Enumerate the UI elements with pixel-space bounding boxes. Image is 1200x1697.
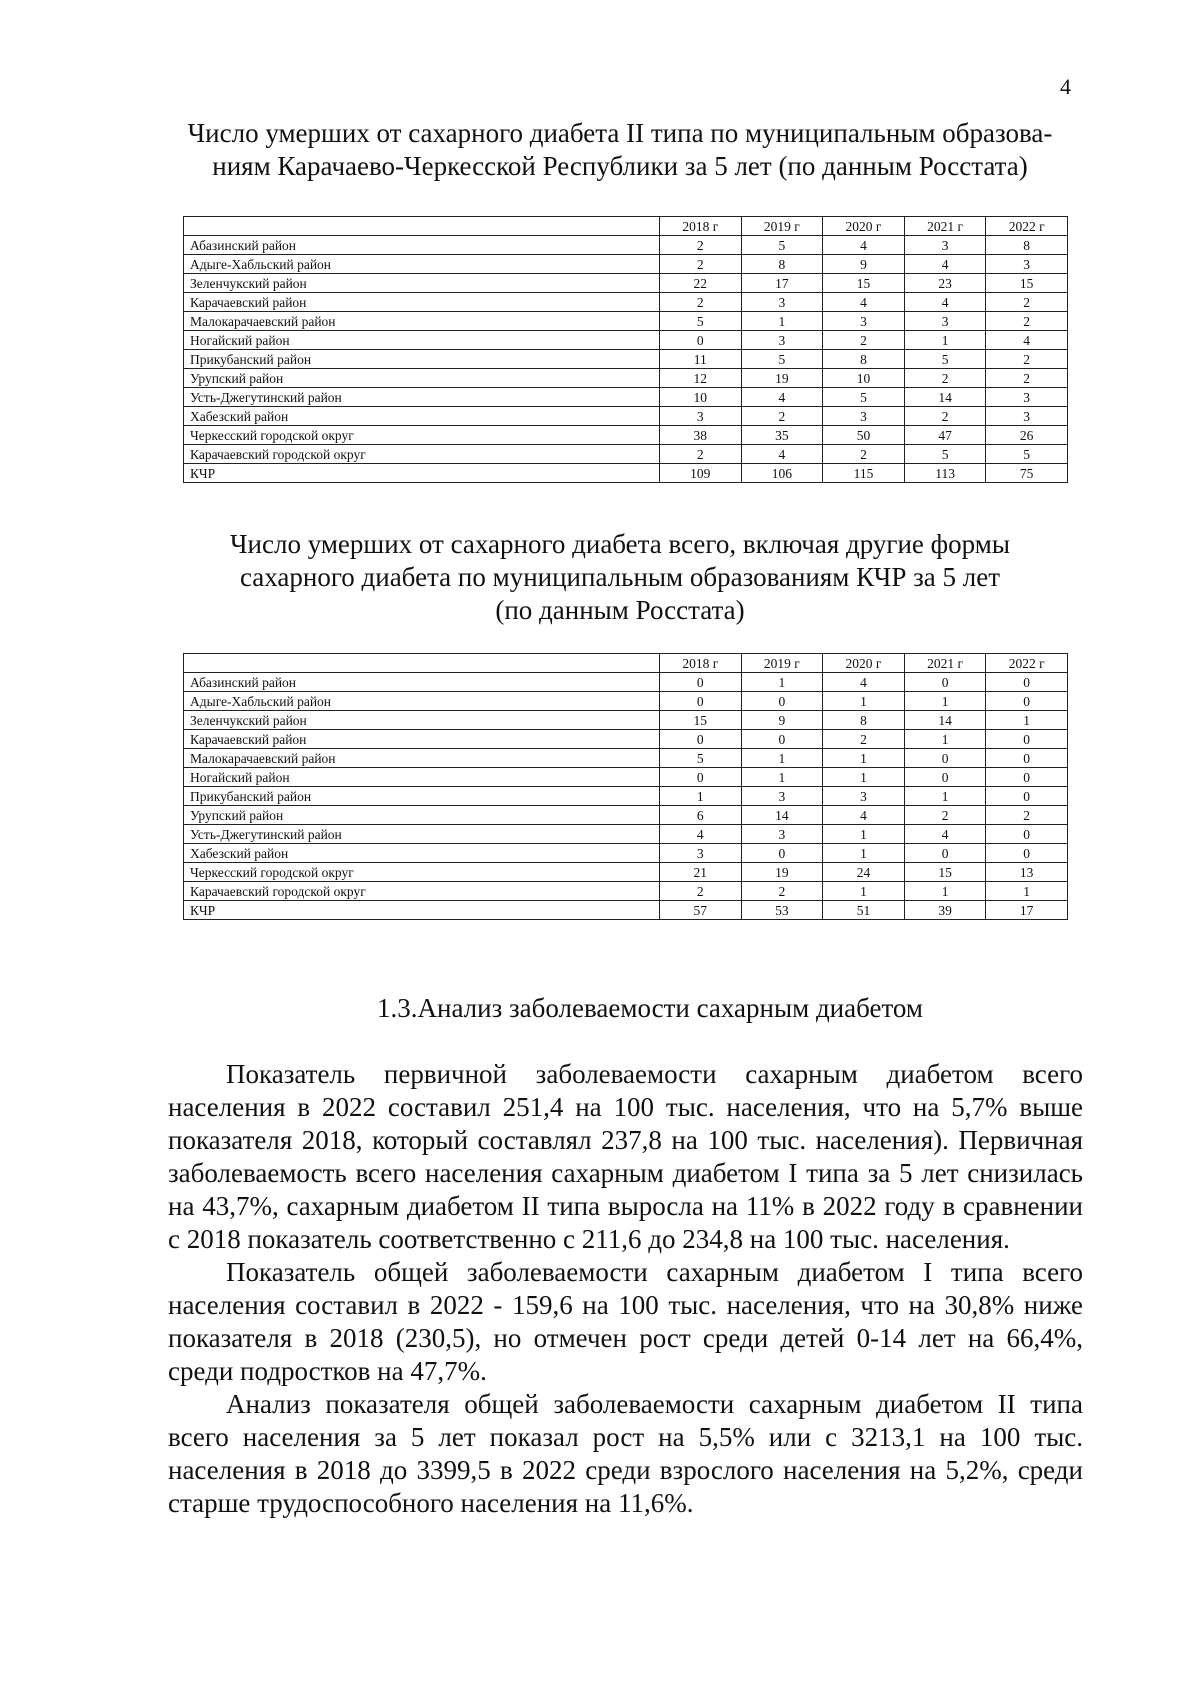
cell-value: 5: [904, 350, 986, 369]
cell-value: 3: [823, 312, 905, 331]
cell-value: 38: [660, 426, 742, 445]
cell-value: 9: [823, 255, 905, 274]
cell-value: 1: [741, 673, 823, 692]
cell-value: 4: [986, 331, 1068, 350]
table2-header-year: 2019 г: [741, 654, 823, 673]
cell-value: 0: [986, 844, 1068, 863]
cell-value: 0: [660, 768, 742, 787]
table1-row: [184, 236, 1068, 255]
cell-value: 5: [741, 350, 823, 369]
cell-value: 0: [986, 749, 1068, 768]
cell-value: 26: [986, 426, 1068, 445]
cell-value: 2: [660, 293, 742, 312]
cell-value: 2: [986, 293, 1068, 312]
cell-value: 3: [823, 787, 905, 806]
paragraph: Анализ показателя общей заболеваемости сахарным диабетом II типа всего населения за 5 лет показал рост на 5,5% или с 3213,1 на 100 тыс. населения в 2018 до 3399,5 в 2022 среди взрослого населения на 5,2%, среди старше трудоспособного населения на 11,6%.: [168, 1389, 1083, 1518]
cell-value: 2: [904, 369, 986, 388]
table2-caption-line: сахарного диабета по муниципальным образованиям КЧР за 5 лет: [239, 562, 1001, 592]
cell-value: 11: [660, 350, 742, 369]
cell-value: 9: [741, 711, 823, 730]
cell-value: 3: [986, 388, 1068, 407]
cell-value: 2: [904, 806, 986, 825]
cell-value: 1: [986, 882, 1068, 901]
cell-value: 24: [823, 863, 905, 882]
row-label: Прикубанский район: [184, 350, 660, 369]
table1-row: [184, 388, 1068, 407]
cell-value: 19: [741, 369, 823, 388]
cell-value: 2: [823, 331, 905, 350]
cell-value: 1: [823, 882, 905, 901]
table1-row: [184, 350, 1068, 369]
cell-value: 5: [823, 388, 905, 407]
table1-row: [184, 369, 1068, 388]
cell-value: 3: [986, 255, 1068, 274]
cell-value: 0: [986, 730, 1068, 749]
cell-value: 4: [823, 806, 905, 825]
row-label: Абазинский район: [184, 236, 660, 255]
cell-value: 5: [741, 236, 823, 255]
cell-value: 0: [986, 692, 1068, 711]
cell-value: 1: [823, 825, 905, 844]
cell-value: 50: [823, 426, 905, 445]
table1-row: [184, 293, 1068, 312]
cell-value: 5: [904, 445, 986, 464]
row-label: Малокарачаевский район: [184, 749, 660, 768]
paragraph: Показатель первичной заболеваемости сахарным диабетом всего населения в 2022 составил 251,4 на 100 тыс. населения, что на 5,7% выше показателя 2018, который составлял 237,8 на 100 тыс. населения). Первичная заболеваемость всего населения сахарным диабетом I типа за 5 лет снизилась на 43,7%, сахарным диабетом II типа выросла на 11% в 2022 году в сравнении с 2018 показатель соответственно с 211,6 до 234,8 на 100 тыс. населения.: [168, 1059, 1083, 1254]
table1-header-blank: [184, 217, 660, 236]
paragraph: Показатель общей заболеваемости сахарным диабетом I типа всего населения составил в 2022 - 159,6 на 100 тыс. населения, что на 30,8% ниже показателя в 2018 (230,5), но отмечен рост среди детей 0-14 лет на 66,4%, среди подростков на 47,7%.: [168, 1257, 1083, 1386]
row-label: Абазинский район: [184, 673, 660, 692]
row-label: Карачаевский городской округ: [184, 445, 660, 464]
cell-value: 15: [823, 274, 905, 293]
table2-header-year: 2020 г: [823, 654, 905, 673]
table1-row: [184, 312, 1068, 331]
cell-value: 1: [823, 844, 905, 863]
row-label: Усть-Джегутинский район: [184, 388, 660, 407]
table1-header-row: [184, 217, 1068, 236]
row-label: Черкесский городской округ: [184, 426, 660, 445]
table1-row: [184, 331, 1068, 350]
cell-value: 3: [986, 407, 1068, 426]
cell-value: 21: [660, 863, 742, 882]
cell-value: 8: [741, 255, 823, 274]
cell-value: 2: [741, 882, 823, 901]
table2-row: [184, 730, 1068, 749]
row-label: Усть-Джегутинский район: [184, 825, 660, 844]
cell-value: 4: [823, 236, 905, 255]
table2-row: [184, 825, 1068, 844]
cell-value: 4: [904, 293, 986, 312]
cell-value: 1: [904, 730, 986, 749]
row-label: Адыге-Хабльский район: [184, 692, 660, 711]
cell-value: 3: [741, 331, 823, 350]
cell-value: 2: [904, 407, 986, 426]
table1: [183, 216, 1068, 483]
cell-value: 3: [741, 825, 823, 844]
table1-row: [184, 407, 1068, 426]
cell-value: 3: [660, 844, 742, 863]
table2-row: [184, 863, 1068, 882]
cell-value: 15: [660, 711, 742, 730]
cell-value: 0: [660, 331, 742, 350]
cell-value: 1: [741, 768, 823, 787]
table1-caption: [150, 117, 1090, 183]
cell-value: 2: [823, 445, 905, 464]
cell-value: 17: [741, 274, 823, 293]
table2-header-blank: [184, 654, 660, 673]
cell-value: 2: [660, 445, 742, 464]
cell-value: 10: [660, 388, 742, 407]
table2-header-row: [184, 654, 1068, 673]
row-label: Прикубанский район: [184, 787, 660, 806]
table1-header-year: 2021 г: [904, 217, 986, 236]
cell-value: 1: [660, 787, 742, 806]
cell-value: 5: [660, 312, 742, 331]
cell-value: 14: [741, 806, 823, 825]
cell-value: 13: [986, 863, 1068, 882]
table2-row: [184, 844, 1068, 863]
row-label: Урупский район: [184, 806, 660, 825]
cell-value: 12: [660, 369, 742, 388]
table2-caption: [150, 528, 1090, 627]
cell-value: 8: [986, 236, 1068, 255]
table2-row: [184, 749, 1068, 768]
cell-value: 3: [823, 407, 905, 426]
row-label: Карачаевский район: [184, 730, 660, 749]
cell-value: 2: [660, 882, 742, 901]
table2-row: [184, 882, 1068, 901]
row-label: Хабезский район: [184, 407, 660, 426]
cell-value: 2: [986, 350, 1068, 369]
table1-row: [184, 445, 1068, 464]
cell-value: 53: [741, 901, 823, 920]
cell-value: 2: [660, 255, 742, 274]
cell-value: 4: [741, 388, 823, 407]
table2-row: [184, 806, 1068, 825]
table2-header-year: 2021 г: [904, 654, 986, 673]
cell-value: 0: [660, 673, 742, 692]
cell-value: 23: [904, 274, 986, 293]
table1-header-year: 2018 г: [660, 217, 742, 236]
page-number: 4: [1060, 74, 1071, 99]
cell-value: 4: [904, 255, 986, 274]
table2-row: [184, 768, 1068, 787]
cell-value: 0: [904, 673, 986, 692]
cell-value: 2: [986, 806, 1068, 825]
cell-value: 0: [741, 730, 823, 749]
cell-value: 0: [904, 749, 986, 768]
table1-row: [184, 274, 1068, 293]
cell-value: 1: [904, 787, 986, 806]
cell-value: 15: [986, 274, 1068, 293]
table2: [183, 653, 1068, 920]
table1-header-year: 2022 г: [986, 217, 1068, 236]
row-label: Черкесский городской округ: [184, 863, 660, 882]
cell-value: 2: [986, 312, 1068, 331]
row-label: Малокарачаевский район: [184, 312, 660, 331]
row-label: КЧР: [184, 464, 660, 483]
cell-value: 4: [660, 825, 742, 844]
cell-value: 0: [986, 825, 1068, 844]
cell-value: 57: [660, 901, 742, 920]
cell-value: 10: [823, 369, 905, 388]
cell-value: 2: [741, 407, 823, 426]
cell-value: 0: [660, 730, 742, 749]
cell-value: 39: [904, 901, 986, 920]
table2-header-year: 2022 г: [986, 654, 1068, 673]
cell-value: 6: [660, 806, 742, 825]
cell-value: 0: [904, 768, 986, 787]
cell-value: 1: [823, 692, 905, 711]
row-label: Зеленчукский район: [184, 274, 660, 293]
cell-value: 3: [741, 787, 823, 806]
cell-value: 0: [986, 768, 1068, 787]
cell-value: 47: [904, 426, 986, 445]
cell-value: 1: [741, 749, 823, 768]
table1-caption-line: Число умерших от сахарного диабета II типа по муниципальным образова-: [187, 118, 1053, 148]
cell-value: 17: [986, 901, 1068, 920]
cell-value: 115: [823, 464, 905, 483]
cell-value: 1: [823, 768, 905, 787]
cell-value: 1: [741, 312, 823, 331]
table2-row: [184, 901, 1068, 920]
cell-value: 4: [823, 293, 905, 312]
cell-value: 2: [823, 730, 905, 749]
cell-value: 0: [741, 692, 823, 711]
table1-caption-line: ниям Карачаево-Черкесской Республики за 5 лет (по данным Росстата): [212, 151, 1028, 181]
row-label: Ногайский район: [184, 331, 660, 350]
cell-value: 15: [904, 863, 986, 882]
cell-value: 1: [823, 749, 905, 768]
cell-value: 3: [741, 293, 823, 312]
cell-value: 3: [660, 407, 742, 426]
row-label: КЧР: [184, 901, 660, 920]
cell-value: 8: [823, 350, 905, 369]
cell-value: 5: [986, 445, 1068, 464]
cell-value: 1: [986, 711, 1068, 730]
cell-value: 1: [904, 882, 986, 901]
cell-value: 14: [904, 388, 986, 407]
cell-value: 22: [660, 274, 742, 293]
table2-header-year: 2018 г: [660, 654, 742, 673]
cell-value: 1: [904, 331, 986, 350]
table2-row: [184, 787, 1068, 806]
cell-value: 0: [986, 673, 1068, 692]
cell-value: 5: [660, 749, 742, 768]
table1-header-year: 2020 г: [823, 217, 905, 236]
cell-value: 0: [986, 787, 1068, 806]
row-label: Адыге-Хабльский район: [184, 255, 660, 274]
body-text: [168, 1058, 1083, 1520]
row-label: Карачаевский городской округ: [184, 882, 660, 901]
cell-value: 14: [904, 711, 986, 730]
cell-value: 3: [904, 312, 986, 331]
cell-value: 8: [823, 711, 905, 730]
section-title: 1.3.Анализ заболеваемости сахарным диабетом: [377, 993, 923, 1023]
cell-value: 109: [660, 464, 742, 483]
table1-row: [184, 255, 1068, 274]
cell-value: 0: [904, 844, 986, 863]
table1-row: [184, 464, 1068, 483]
cell-value: 2: [660, 236, 742, 255]
row-label: Зеленчукский район: [184, 711, 660, 730]
cell-value: 4: [904, 825, 986, 844]
table2-row: [184, 711, 1068, 730]
cell-value: 0: [741, 844, 823, 863]
table1-row: [184, 426, 1068, 445]
cell-value: 3: [904, 236, 986, 255]
row-label: Хабезский район: [184, 844, 660, 863]
table2-row: [184, 692, 1068, 711]
cell-value: 113: [904, 464, 986, 483]
cell-value: 106: [741, 464, 823, 483]
cell-value: 19: [741, 863, 823, 882]
cell-value: 51: [823, 901, 905, 920]
row-label: Карачаевский район: [184, 293, 660, 312]
cell-value: 75: [986, 464, 1068, 483]
cell-value: 1: [904, 692, 986, 711]
table2-caption-line: (по данным Росстата): [495, 595, 745, 625]
cell-value: 4: [741, 445, 823, 464]
row-label: Урупский район: [184, 369, 660, 388]
cell-value: 35: [741, 426, 823, 445]
cell-value: 0: [660, 692, 742, 711]
table1-header-year: 2019 г: [741, 217, 823, 236]
table2-caption-line: Число умерших от сахарного диабета всего, включая другие формы: [230, 529, 1010, 559]
row-label: Ногайский район: [184, 768, 660, 787]
cell-value: 2: [986, 369, 1068, 388]
cell-value: 4: [823, 673, 905, 692]
table2-row: [184, 673, 1068, 692]
